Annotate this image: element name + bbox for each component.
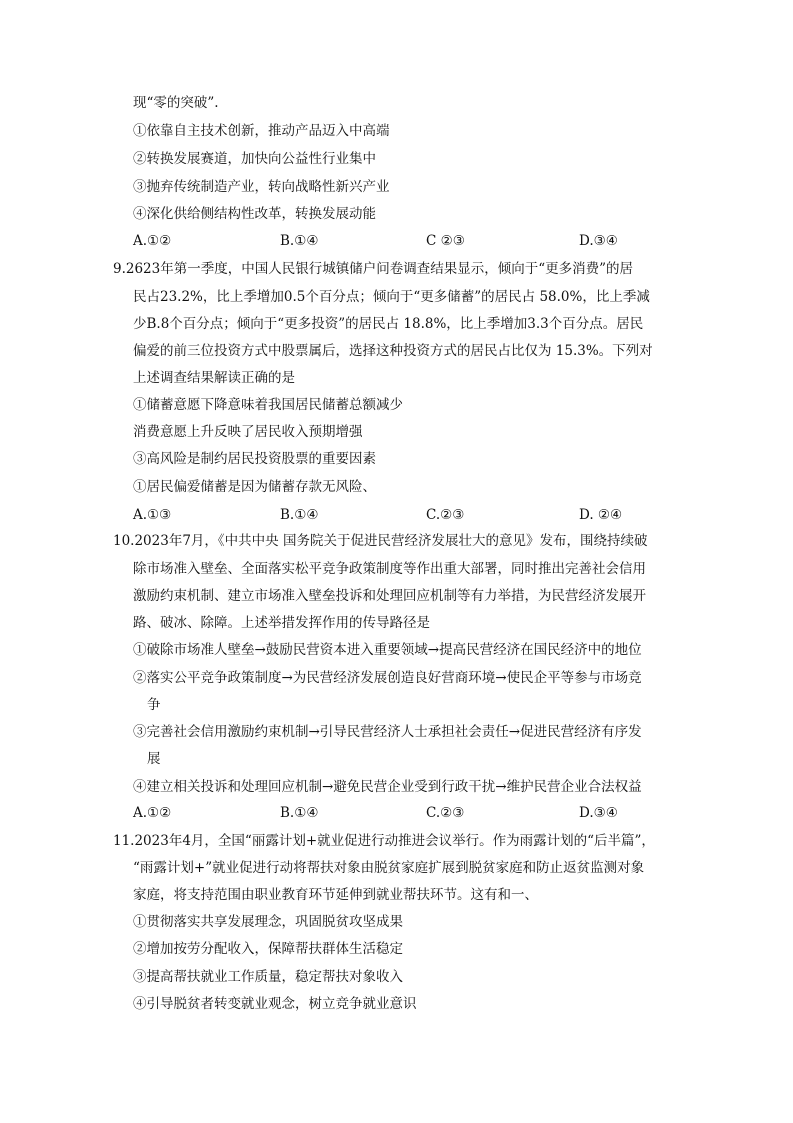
- q11-stem-line-3: 家庭，将支持范围由职业教育环节延伸到就业帮扶环节。这有和一、: [133, 887, 538, 903]
- q9-choice-d[interactable]: D. ②④: [579, 507, 623, 523]
- q10-option-3-wrap: 展: [147, 751, 161, 767]
- q11-option-2: ②增加按劳分配收入，保障帮扶群体生活稳定: [133, 941, 403, 957]
- q8-stem-continuation: 现“零的突破”.: [133, 95, 219, 111]
- q9-choice-a[interactable]: A.①③: [133, 507, 172, 523]
- q10-stem-line-4: 路、破冰、除障。上述举措发挥作用的传导路径是: [133, 615, 430, 631]
- q9-stem-line-3: 少B.8个百分点；倾向于“更多投资”的居民占 18.8%，比上季增加3.3个百分点。居民: [133, 316, 644, 332]
- q9-stem-line-1: 9.2623年第一季度，中国人民银行城镇储户问卷调查结果显示，倾向于“更多消费”的居: [113, 261, 634, 277]
- q11-option-3: ③提高帮扶就业工作质量，稳定帮扶对象收入: [133, 969, 403, 985]
- q8-option-4: ④深化供给侧结构性改革，转换发展动能: [133, 206, 376, 222]
- q11-option-4: ④引导脱贫者转变就业观念，树立竞争就业意识: [133, 996, 417, 1012]
- q9-choice-c[interactable]: C.②③: [426, 507, 465, 523]
- q9-stem-line-5: 上述调查结果解读正确的是: [133, 370, 295, 386]
- q10-choice-c[interactable]: C.②③: [426, 805, 465, 821]
- q8-option-1: ①依靠自主技术创新，推动产品迈入中高端: [133, 123, 390, 139]
- q9-option-3: ③高风险是制约居民投资股票的重要因素: [133, 451, 376, 467]
- q10-answer-choices-spacer: [133, 777, 693, 797]
- q9-choice-b[interactable]: B.①④: [280, 507, 319, 523]
- q9-answer-choices: [133, 505, 693, 525]
- q10-choice-d[interactable]: D.③④: [579, 805, 618, 821]
- q11-option-1: ①贯彻落实共享发展理念，巩固脱贫攻坚成果: [133, 914, 403, 930]
- q8-option-3: ③抛弃传统制造产业，转向战略性新兴产业: [133, 179, 390, 195]
- q9-option-4: ①居民偏爱储蓄是因为储蓄存款无风险、: [133, 479, 376, 495]
- q8-option-2: ②转换发展赛道，加快向公益性行业集中: [133, 151, 376, 167]
- q10-option-2-wrap: 争: [147, 697, 161, 713]
- q10-stem-line-1: 10.2023年7月，《中共中央 国务院关于促进民营经济发展壮大的意见》发布，围绕持续破: [113, 533, 648, 549]
- q10-stem-line-2: 除市场准入壁垒、全面落实松平竞争政策制度等作出重大部署，同时推出完善社会信用: [133, 561, 646, 577]
- q11-stem-line-1: 11.2023年4月，全国“丽露计划+就业促进行动推进会议举行。作为雨露计划的“后半篇”，: [113, 833, 655, 849]
- q10-stem-line-3: 激励约束机制、建立市场准入壁垒投诉和处理回应机制等有力举措，为民营经济发展开: [133, 588, 646, 604]
- q9-option-1: ①储蓄意愿下降意味着我国居民储蓄总额减少: [133, 397, 403, 413]
- q9-option-2: 消费意愿上升反映了居民收入预期增强: [133, 424, 363, 440]
- q10-choice-a[interactable]: A.①②: [133, 805, 172, 821]
- q9-stem-line-2: 民占23.2%，比上季增加0.5个百分点；倾向于“更多储蓄”的居民占 58.0%，比上季减: [133, 289, 650, 305]
- q8-choice-d[interactable]: D.③④: [579, 233, 618, 249]
- q10-answer-choices: [133, 803, 693, 823]
- q10-option-2: ②落实公平竞争政策制度→为民营经济发展创造良好营商环境→使民企平等参与市场竞: [133, 670, 642, 686]
- q8-choice-b[interactable]: B.①④: [280, 233, 319, 249]
- q8-choice-c[interactable]: C ②③: [426, 233, 465, 249]
- q10-option-3: ③完善社会信用激励约束机制→引导民营经济人士承担社会责任→促进民营经济有序发: [133, 724, 642, 740]
- q9-stem-line-4: 偏爱的前三位投资方式中股票属后，选择这种投资方式的居民占比仅为 15.3%。下列对: [133, 343, 653, 359]
- q8-answer-choices: [133, 231, 693, 251]
- q10-choice-b[interactable]: B.①④: [280, 805, 319, 821]
- q8-choice-a[interactable]: A.①②: [133, 233, 172, 249]
- q10-option-4: ④建立相关投诉和处理回应机制→避免民营企业受到行政干扰→维护民营企业合法权益: [133, 779, 642, 795]
- q11-stem-line-2: “雨露计划+”就业促进行动将帮扶对象由脱贫家庭扩展到脱贫家庭和防止返贫监测对象: [133, 860, 645, 876]
- q10-option-1: ①破除市场准人壁垒→鼓励民营资本进入重要领域→提高民营经济在国民经济中的地位: [133, 642, 642, 658]
